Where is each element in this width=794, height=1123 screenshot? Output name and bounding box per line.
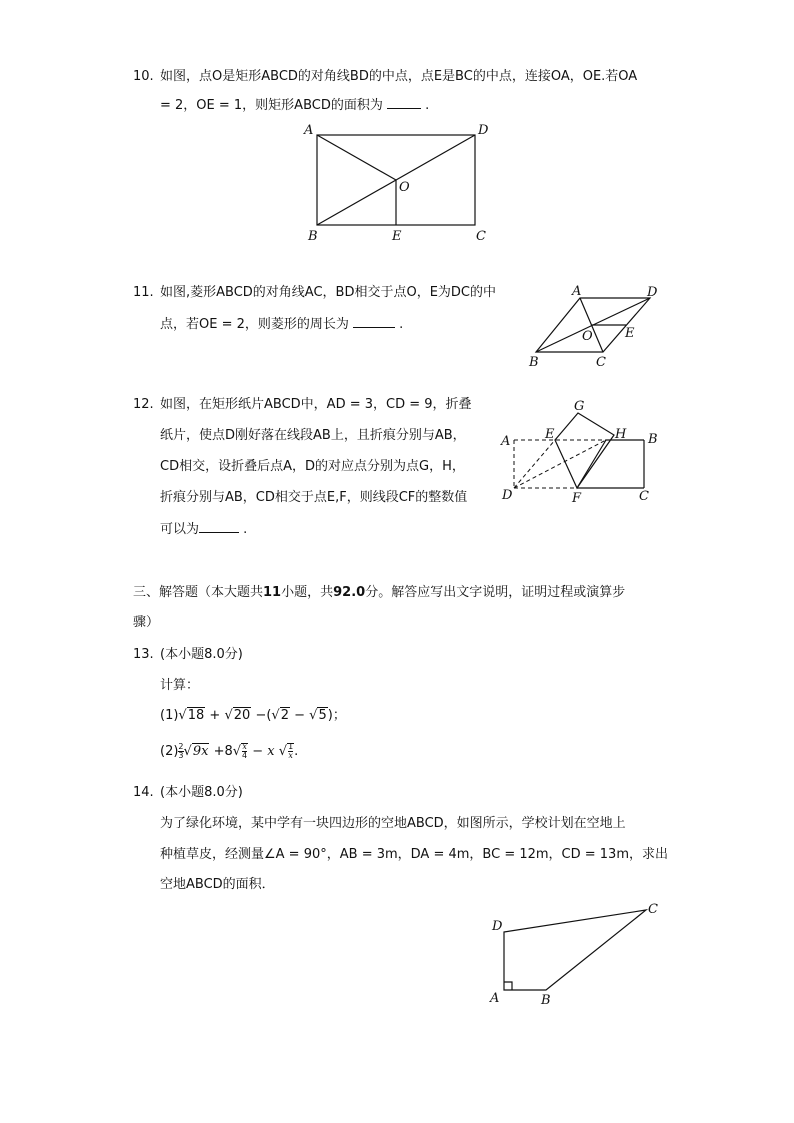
q12-text-line4: 折痕分别与AB，CD相交于点E,F，则线段CF的整数值 xyxy=(160,490,468,505)
q13-part2-label: (2) xyxy=(160,744,179,759)
q14-label-a: A xyxy=(490,991,500,1006)
q13-part2-end: . xyxy=(294,744,299,759)
q11-label-d: D xyxy=(647,285,658,300)
q10-text-line2-content: = 2，OE = 1，则矩形ABCD的面积为 xyxy=(160,98,383,113)
q10-label-o: O xyxy=(399,180,410,195)
section3-title-line2: 骤） xyxy=(133,615,160,630)
q10-label-e: E xyxy=(392,229,402,244)
q12-label-h: H xyxy=(615,427,627,442)
section3-title-prefix: 三、解答题（本大题共 xyxy=(133,585,264,600)
q12-label-f: F xyxy=(572,491,582,506)
q10-rectangle-figure xyxy=(300,120,500,245)
q11-label-e: E xyxy=(625,326,635,341)
section3-score: 92.0 xyxy=(333,585,366,600)
q13-prompt: 计算： xyxy=(160,678,200,693)
q11-label-o: O xyxy=(582,329,593,344)
q14-text-line2: 种植草皮，经测量∠A = 90°，AB = 3m，DA = 4m，BC = 12m，CD = 13m，求出 xyxy=(160,847,668,862)
q13-part2-radical-2: √ $\frac{x}{4}$ xyxy=(232,742,248,760)
q13-part1-minus2: − xyxy=(294,708,306,723)
q14-text-line3: 空地ABCD的面积． xyxy=(160,877,275,892)
section3-title-mid: 小题，共 xyxy=(281,585,334,600)
q14-quadrilateral-figure xyxy=(484,896,664,1012)
section3-title xyxy=(133,584,625,602)
q12-label-b: B xyxy=(648,432,658,447)
q13-score: (本小题8.0分) xyxy=(160,647,243,662)
q12-label-g: G xyxy=(574,399,585,414)
q14-text-line1: 为了绿化环境，某中学有一块四边形的空地ABCD，如图所示，学校计划在空地上 xyxy=(160,816,626,831)
q10-label-a: A xyxy=(304,123,314,138)
q12-dashed-de xyxy=(514,440,555,488)
q10-segment-oa xyxy=(317,135,396,180)
q12-text-line5-content: 可以为 xyxy=(160,522,200,537)
q13-part1-radical-2: √20 xyxy=(224,708,251,723)
q13-part1-end: )； xyxy=(327,708,346,723)
q13-part2-radical-1: √9x xyxy=(183,744,209,759)
section3-count: 11 xyxy=(263,585,282,600)
q12-folded-quad-eghf xyxy=(555,413,614,488)
section3-title-suffix: 分。解答应写出文字说明，证明过程或演算步 xyxy=(365,585,626,600)
q13-number: 13. xyxy=(133,647,154,662)
q14-score: (本小题8.0分) xyxy=(160,785,243,800)
q11-label-c: C xyxy=(596,355,606,370)
q11-label-a: A xyxy=(572,284,582,299)
q12-text-line2: 纸片，使点D刚好落在线段AB上，且折痕分别与AB， xyxy=(160,428,466,443)
q12-text-line1: 如图，在矩形纸片ABCD中，AD = 3，CD = 9，折叠 xyxy=(160,397,472,412)
q10-end: . xyxy=(425,98,430,113)
q13-part1-radical-1: √18 xyxy=(178,708,205,723)
q10-answer-blank xyxy=(387,108,421,109)
q11-number: 11. xyxy=(133,285,154,300)
q11-answer-blank xyxy=(353,327,395,328)
q10-text-line2 xyxy=(160,97,429,115)
q13-part2-fraction: $\frac{2}{3}$ xyxy=(178,742,184,760)
q12-text-line3: CD相交，设折叠后点A，D的对应点分别为点G，H， xyxy=(160,459,465,474)
q13-part2-radical-3: √ $\frac{1}{x}$ xyxy=(278,742,294,760)
q11-text-line2-content: 点，若OE = 2，则菱形的周长为 xyxy=(160,317,349,332)
q12-fold-figure xyxy=(498,396,668,508)
q12-label-a: A xyxy=(501,434,511,449)
q13-part1 xyxy=(160,707,346,725)
q12-label-c: C xyxy=(639,489,649,504)
q13-part1-radical-4: √5 xyxy=(309,708,327,723)
q11-label-b: B xyxy=(529,355,539,370)
q12-text-line5 xyxy=(160,521,247,539)
q13-part2-minus-x: − x xyxy=(252,744,275,759)
q13-part1-label: (1) xyxy=(160,708,179,723)
q11-text-line2 xyxy=(160,316,403,334)
q13-part2 xyxy=(160,739,298,765)
q14-number: 14. xyxy=(133,785,154,800)
q11-rhombus-figure xyxy=(525,282,665,372)
q10-label-c: C xyxy=(476,229,486,244)
q13-part1-minus: −( xyxy=(255,708,272,723)
q14-label-d: D xyxy=(492,919,503,934)
q10-number: 10. xyxy=(133,69,154,84)
q11-end: . xyxy=(399,317,404,332)
q12-number: 12. xyxy=(133,397,154,412)
q12-answer-blank xyxy=(199,532,239,533)
q10-label-b: B xyxy=(308,229,318,244)
q12-label-d: D xyxy=(502,488,513,503)
q10-text-line1: 如图，点O是矩形ABCD的对角线BD的中点，点E是BC的中点，连接OA，OE.若OA xyxy=(160,69,638,84)
q10-label-d: D xyxy=(478,123,489,138)
q14-label-c: C xyxy=(648,902,658,917)
q12-end: . xyxy=(243,522,248,537)
q14-quad-dcba xyxy=(504,910,646,990)
q13-part2-plus8: +8 xyxy=(213,744,233,759)
q13-part1-plus: + xyxy=(209,708,221,723)
q11-text-line1: 如图,菱形ABCD的对角线AC，BD相交于点O，E为DC的中 xyxy=(160,285,497,300)
q14-right-angle-mark xyxy=(504,982,512,990)
q13-part1-radical-3: √2 xyxy=(271,708,289,723)
q12-label-e: E xyxy=(545,427,555,442)
q14-label-b: B xyxy=(541,993,551,1008)
